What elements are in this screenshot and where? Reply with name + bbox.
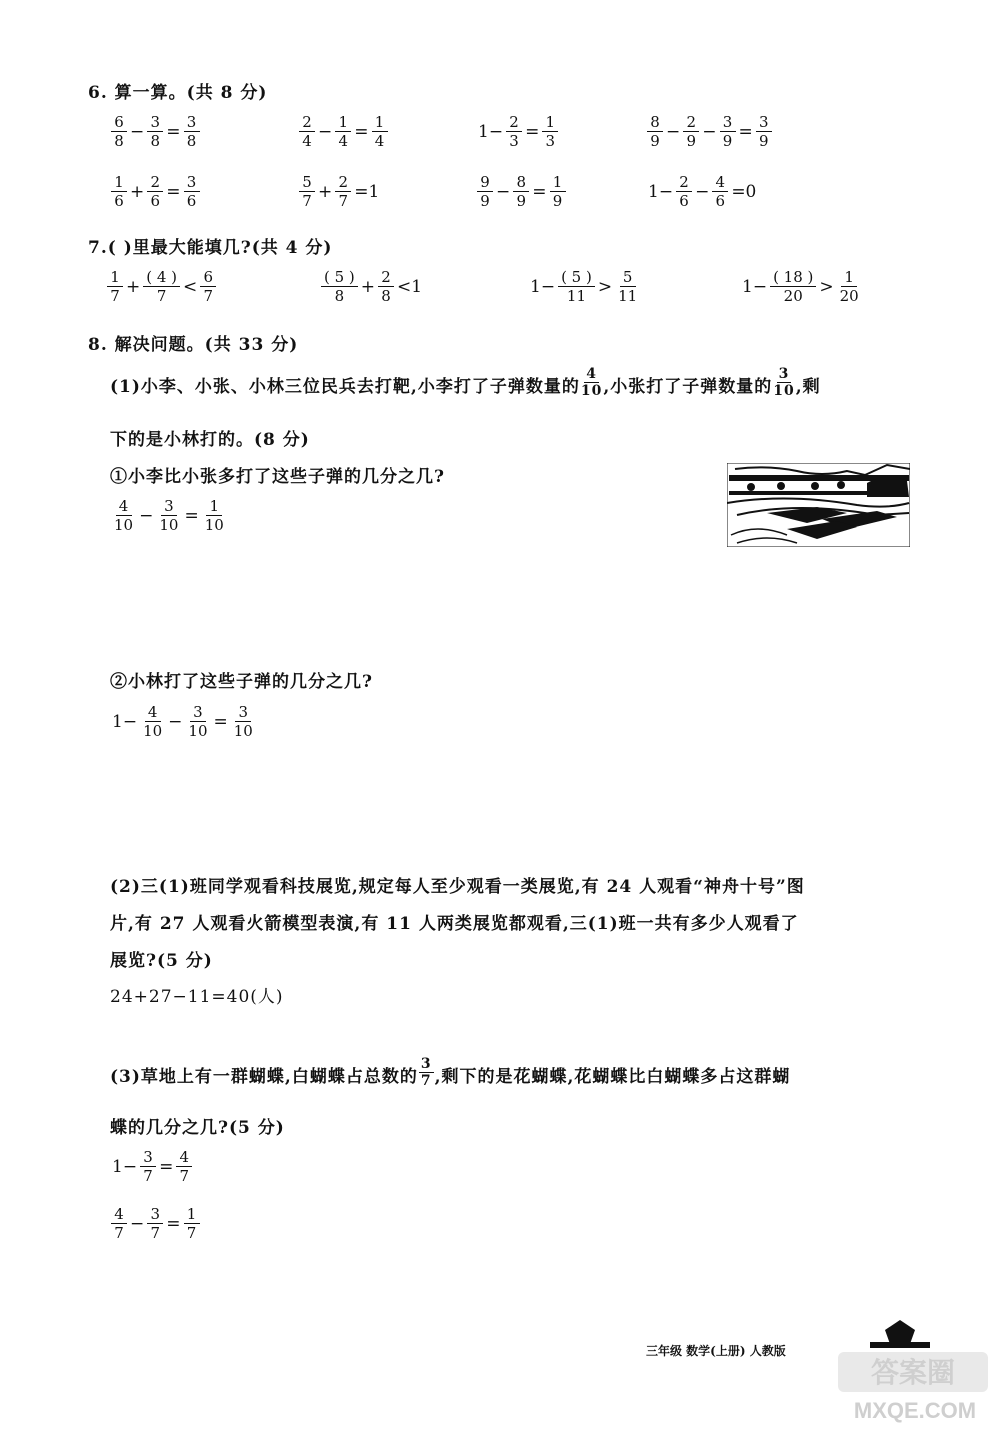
fraction (506, 113, 522, 150)
watermark-logo (830, 1320, 1000, 1428)
numerator: 4 (712, 173, 728, 192)
fraction (299, 113, 315, 150)
denominator: 9 (480, 192, 490, 210)
denominator: 3 (509, 132, 519, 150)
denominator: 7 (114, 1224, 124, 1242)
q8-p1-text-a: (1)小李、小张、小林三位民兵去打靶,小李打了子弹数量的 (110, 377, 580, 397)
operator: > (597, 276, 613, 297)
denominator: 8 (150, 132, 161, 150)
numerator: 3 (235, 703, 251, 722)
numerator: 5 (620, 268, 636, 287)
numerator: 1 (841, 268, 857, 287)
q8-p1-frac1: $\frac{4}{10}$ (580, 366, 603, 399)
numerator: 8 (647, 113, 663, 132)
denominator: 10 (204, 516, 224, 534)
denominator: 6 (114, 192, 124, 210)
q7-expr-4 (740, 268, 863, 305)
operator: − (130, 1213, 145, 1234)
operator: 1− (742, 276, 768, 297)
fraction (143, 268, 180, 305)
operator: = (184, 505, 199, 526)
q8-p1-answer1 (110, 497, 228, 534)
fraction (185, 703, 210, 740)
operator: 1− (648, 181, 674, 202)
q7-expr-2 (320, 268, 424, 305)
q6-expr-7 (476, 173, 567, 210)
denominator: 11 (566, 287, 586, 305)
operator: − (168, 711, 183, 732)
denominator: 6 (715, 192, 726, 210)
denominator: 7 (203, 287, 214, 305)
numerator: 9 (477, 173, 493, 192)
fraction (200, 268, 216, 305)
numerator: 3 (184, 173, 200, 192)
denominator: 9 (758, 132, 769, 150)
numerator: 4 (145, 703, 161, 722)
operator: − (139, 505, 154, 526)
fraction (184, 173, 200, 210)
denominator: 9 (516, 192, 527, 210)
fraction (720, 113, 736, 150)
numerator: 3 (190, 703, 206, 722)
operator: = (525, 121, 540, 142)
fraction (321, 268, 358, 305)
fraction (477, 173, 493, 210)
denominator: 6 (679, 192, 689, 210)
numerator: 2 (335, 173, 351, 192)
denominator: 10 (114, 516, 134, 534)
denominator: 7 (302, 192, 312, 210)
denominator: 10 (143, 722, 163, 740)
q8-p3-frac: $\frac{3}{7}$ (420, 1056, 432, 1089)
denominator: 6 (150, 192, 161, 210)
q8-p2-line1: (2)三(1)班同学观看科技展览,规定每人至少观看一类展览,有 24 人观看“神舟十号”图 (110, 877, 805, 897)
denominator: 4 (374, 132, 385, 150)
fraction (676, 173, 692, 210)
operator: − (318, 121, 333, 142)
denominator: 7 (179, 1167, 190, 1185)
numerator: 3 (184, 113, 200, 132)
q6-expr-1 (110, 113, 201, 150)
numerator: 1 (335, 113, 351, 132)
fraction (147, 173, 163, 210)
denominator: 7 (143, 1167, 153, 1185)
q6-expr-2 (298, 113, 389, 150)
numerator: 6 (111, 113, 127, 132)
operator: = (738, 121, 753, 142)
fraction (156, 497, 181, 534)
q8-p1-sub2: ②小林打了这些子弹的几分之几? (110, 672, 373, 692)
denominator: 3 (545, 132, 556, 150)
q7-expr-3 (528, 268, 641, 305)
denominator: 7 (186, 1224, 197, 1242)
q8-p3-text-a: (3)草地上有一群蝴蝶,白蝴蝶占总数的 (110, 1067, 418, 1087)
operator: = (159, 1156, 174, 1177)
operator: = (166, 1213, 181, 1234)
fraction (558, 268, 595, 305)
numerator: 3 (756, 113, 772, 132)
numerator: 5 (299, 173, 315, 192)
q8-p1-sub1: ①小李比小张多打了这些子弹的几分之几? (110, 467, 445, 487)
fraction (683, 113, 699, 150)
fraction (378, 268, 394, 305)
q6-heading: 6. 算一算。(共 8 分) (88, 83, 268, 103)
denominator: 4 (302, 132, 312, 150)
operator: − (130, 121, 145, 142)
operator: − (695, 181, 710, 202)
denominator: 7 (338, 192, 349, 210)
denominator: 9 (552, 192, 563, 210)
operator: − (666, 121, 681, 142)
fraction (542, 113, 558, 150)
denominator: 20 (839, 287, 859, 305)
numerator: 3 (147, 113, 163, 132)
numerator: 4 (111, 1205, 127, 1224)
watermark-text: MXQE.COM (853, 1398, 977, 1423)
q6-expr-5 (110, 173, 201, 210)
q8-p1-line2: 下的是小林打的。(8 分) (110, 430, 310, 450)
numerator: 1 (184, 1205, 200, 1224)
operator: =0 (731, 181, 757, 202)
numerator: 4 (176, 1148, 192, 1167)
page-footer: 三年级 数学(上册) 人教版 (646, 1344, 786, 1358)
numerator: 1 (372, 113, 388, 132)
operator: + (130, 181, 145, 202)
fraction (111, 173, 127, 210)
q8-p3-answer1 (110, 1148, 193, 1185)
numerator: 8 (513, 173, 529, 192)
denominator: 10 (159, 516, 179, 534)
denominator: 8 (186, 132, 197, 150)
operator: = (213, 711, 228, 732)
operator: − (702, 121, 717, 142)
fraction (140, 1148, 156, 1185)
denominator: 9 (722, 132, 733, 150)
numerator: 1 (550, 173, 566, 192)
denominator: 6 (186, 192, 197, 210)
q8-p1-answer2 (110, 703, 257, 740)
numerator: 3 (147, 1205, 163, 1224)
operator: = (166, 181, 181, 202)
numerator: 2 (676, 173, 692, 192)
denominator: 20 (783, 287, 803, 305)
numerator: ( 5 ) (558, 268, 595, 287)
operator: = (354, 121, 369, 142)
denominator: 9 (686, 132, 697, 150)
numerator: 1 (206, 497, 222, 516)
numerator: ( 5 ) (321, 268, 358, 287)
fraction (111, 1205, 127, 1242)
q8-p1-line1 (110, 368, 821, 401)
q7-expr-1 (106, 268, 217, 305)
fraction (299, 173, 315, 210)
operator: 1− (478, 121, 504, 142)
fraction (107, 268, 123, 305)
q8-p3-text-b: ,剩下的是花蝴蝶,花蝴蝶比白蝴蝶多占这群蝴 (434, 1067, 791, 1087)
fraction (837, 268, 862, 305)
fraction (140, 703, 165, 740)
operator: < (183, 276, 198, 297)
fraction (712, 173, 728, 210)
q6-expr-8 (646, 173, 758, 210)
numerator: 3 (140, 1148, 156, 1167)
q8-p2-line2: 片,有 27 人观看火箭模型表演,有 11 人两类展览都观看,三(1)班一共有多少人观看了 (110, 914, 799, 934)
operator: = (166, 121, 181, 142)
fraction (335, 173, 351, 210)
q6-expr-3 (476, 113, 559, 150)
operator: > (819, 276, 834, 297)
denominator: 8 (114, 132, 124, 150)
numerator: 4 (116, 497, 132, 516)
q8-p3-line2: 蝶的几分之几?(5 分) (110, 1118, 285, 1138)
denominator: 10 (188, 722, 208, 740)
fraction (184, 1205, 200, 1242)
denominator: 7 (110, 287, 120, 305)
numerator: 3 (161, 497, 177, 516)
denominator: 8 (334, 287, 345, 305)
fraction (770, 268, 816, 305)
denominator: 9 (650, 132, 660, 150)
denominator: 8 (381, 287, 391, 305)
numerator: 2 (299, 113, 315, 132)
denominator: 10 (233, 722, 253, 740)
q6-expr-6 (298, 173, 381, 210)
operator: 1− (530, 276, 556, 297)
fraction (147, 113, 163, 150)
q8-p3-line1 (110, 1058, 790, 1091)
q8-heading: 8. 解决问题。(共 33 分) (88, 335, 299, 355)
q8-p1-text-b: ,小张打了子弹数量的 (603, 377, 773, 397)
denominator: 11 (618, 287, 638, 305)
q8-p2-answer: 24+27−11=40(人) (110, 987, 284, 1007)
fraction (111, 497, 136, 534)
fraction (111, 113, 127, 150)
fraction (335, 113, 351, 150)
q8-p1-frac2: $\frac{3}{10}$ (773, 366, 795, 399)
numerator: ( 18 ) (770, 268, 816, 287)
numerator: 3 (720, 113, 736, 132)
fraction (147, 1205, 163, 1242)
operator: 1− (112, 1156, 138, 1177)
fraction (176, 1148, 192, 1185)
fraction (372, 113, 388, 150)
operator: =1 (354, 181, 380, 202)
q8-p2-line3: 展览?(5 分) (110, 951, 213, 971)
operator: + (126, 276, 141, 297)
shooting-range-illustration (727, 463, 910, 547)
operator: 1− (112, 711, 138, 732)
numerator: 2 (506, 113, 522, 132)
denominator: 7 (150, 1224, 161, 1242)
numerator: 1 (111, 173, 127, 192)
denominator: 7 (156, 287, 167, 305)
numerator: 1 (542, 113, 558, 132)
q7-heading: 7.( )里最大能填几?(共 4 分) (88, 238, 333, 258)
watermark-logo-text: 答案圈 (870, 1357, 956, 1388)
fraction (550, 173, 566, 210)
fraction (202, 497, 227, 534)
numerator: 2 (683, 113, 699, 132)
numerator: 2 (378, 268, 394, 287)
operator: <1 (397, 276, 423, 297)
fraction (513, 173, 529, 210)
numerator: 2 (147, 173, 163, 192)
numerator: ( 4 ) (143, 268, 180, 287)
q8-p1-text-c: ,剩 (795, 377, 821, 397)
fraction (615, 268, 640, 305)
operator: − (496, 181, 511, 202)
q8-p3-answer2 (110, 1205, 201, 1242)
fraction (756, 113, 772, 150)
fraction (231, 703, 256, 740)
fraction (184, 113, 200, 150)
fraction (647, 113, 663, 150)
denominator: 4 (338, 132, 349, 150)
operator: + (360, 276, 376, 297)
operator: = (532, 181, 547, 202)
operator: + (318, 181, 333, 202)
q6-expr-4 (646, 113, 773, 150)
numerator: 1 (107, 268, 123, 287)
numerator: 6 (200, 268, 216, 287)
